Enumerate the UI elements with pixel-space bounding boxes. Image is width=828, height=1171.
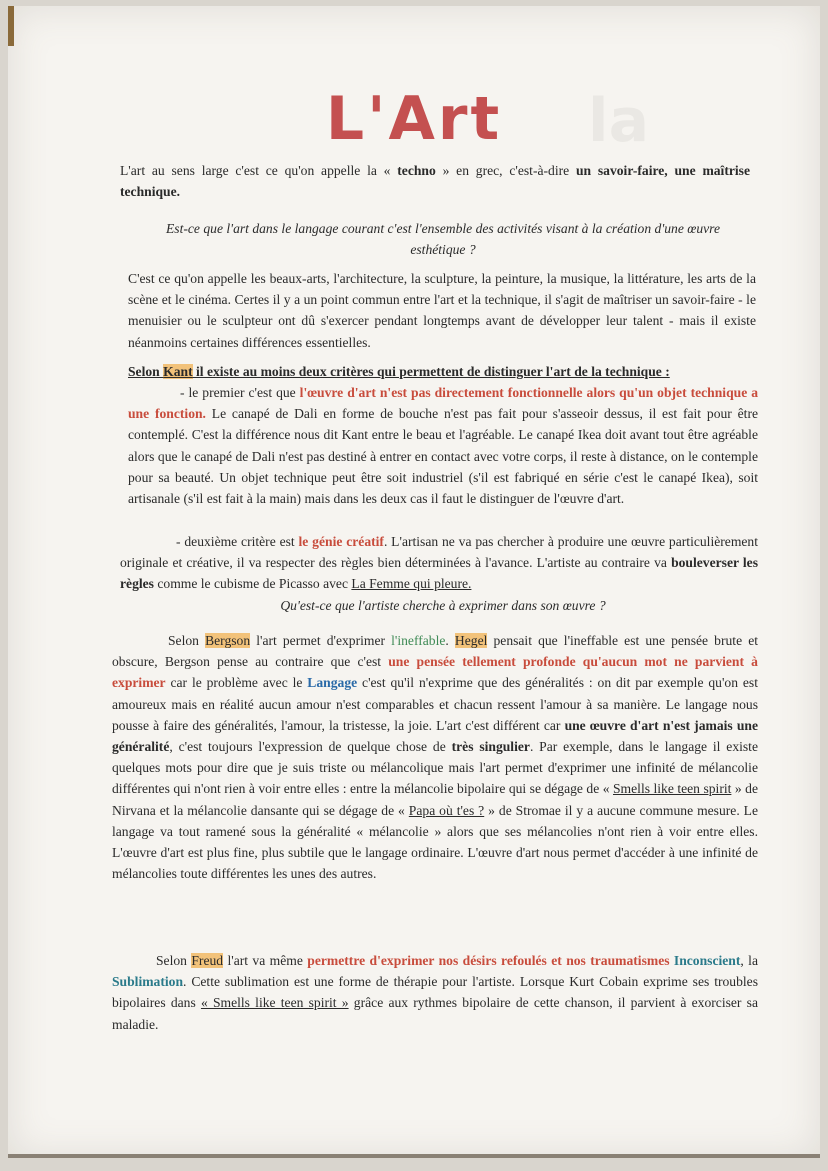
bergson-text-b: pensait que l'ineffable est une pensée brute et obscure, Bergson pense au contraire que c'est	[112, 633, 758, 670]
sublimation-term: Sublimation	[112, 974, 184, 990]
bergson-text-e: , c'est toujours l'expression de quelque chose de	[169, 739, 452, 755]
bleed-through-decoration: la	[588, 86, 650, 156]
bergson-bold-1: une œuvre d'art n'est jamais une généralité	[112, 717, 758, 755]
bergson-text-a: l'art permet d'exprimer	[250, 633, 392, 648]
kant-heading-rest: il existe au moins deux critères qui permettent de distinguer l'art de la technique :	[192, 364, 670, 379]
page-corner-mark	[8, 6, 14, 46]
intro-text-a: L'art au sens large c'est ce qu'on appelle la «	[120, 163, 398, 178]
freud-paragraph	[112, 950, 758, 1035]
freud-text-a: l'art va même	[223, 953, 308, 968]
crit2-text-b: . L'artisan ne va pas chercher à produire une œuvre particulièrement originale et créative, il va respecter des règles bien déterminées à l'avance. L'artiste au contraire va	[120, 534, 759, 571]
paragraph-beaux-arts: C'est ce qu'on appelle les beaux-arts, l'architecture, la sculpture, la peinture, la musique, la littérature, les arts de la scène et le cinéma. Certes il y a un point commun entre l'art et la technique, il s'agit de maîtriser un savoir-faire - le menuisier ou le sculpteur ont dû s'exercer pendant longtemps avant de développer leur talent - mais il existe néanmoins certaines différences essentielles.	[128, 271, 756, 350]
freud-selon: Selon	[156, 953, 192, 968]
bergson-red-text: une pensée tellement profonde qu'aucun mot ne parvient à exprimer	[112, 654, 758, 691]
smells-like-teen-spirit-link[interactable]: Smells like teen spirit	[613, 781, 732, 797]
bergson-text-d: c'est qu'il n'exprime que des généralités : on dit par exemple qu'on est amoureux mais en réalité aucun amour n'est comparables et chacun ressent l'amour à sa manière. Le langage nous pousse à faire des généralités, l'amour, la tristesse, la joie. L'art c'est différent car	[112, 675, 758, 733]
freud-name: Freud	[191, 953, 224, 968]
bergson-text-f: . Par exemple, dans le langage il existe quelques mots pour dire que je suis triste ou mélancolique mais l'art permet d'exprimer une infinité de mélancolie différentes qui n'ont rien à voir entre elles : entre la mélancolie bipolaire qui se dégage de «	[112, 739, 758, 797]
criterion-2	[120, 531, 758, 595]
bergson-text-c: car le problème avec le	[165, 675, 308, 691]
bergson-dot: .	[445, 633, 455, 648]
freud-text-c: grâce aux rythmes bipolaire de cette chanson, il parvient à exorciser sa maladie.	[112, 995, 758, 1032]
smells-like-teen-spirit-link-2[interactable]: « Smells like teen spirit »	[200, 995, 349, 1011]
bergson-text-g: » de Nirvana et la mélancolie dansante qui se dégage de «	[112, 781, 758, 818]
kant-selon: Selon	[128, 364, 164, 379]
intro-techno: techno	[397, 163, 436, 178]
freud-red-text: permettre d'exprimer nos désirs refoulés et nos traumatismes	[307, 953, 670, 968]
bergson-text-h: » de Stromae il y a aucune commune mesure. Le langage va tout ramené sous la généralité « mélancolie » alors que ses mélancolies n'ont rien à voir entre elles. L'œuvre d'art est plus fine, plus subtile que le langage ordinaire. L'œuvre d'art nous permet d'accéder à une infinité de mélancolies toute différentes les unes des autres.	[112, 802, 759, 882]
freud-comma: , la	[740, 953, 758, 968]
bergson-paragraph	[112, 630, 758, 884]
crit2-bouleverser: bouleverser les règles	[120, 555, 758, 592]
papa-ou-tes-link[interactable]: Papa où t'es ?	[408, 802, 485, 818]
ineffable-term: l'ineffable	[391, 633, 446, 648]
intro-paragraph	[120, 160, 750, 202]
kant-heading	[128, 361, 758, 382]
question-1: Est-ce que l'art dans le langage courant c'est l'ensemble des activités visant à la création d'une œuvre esthétique ?	[166, 221, 720, 258]
hegel-name: Hegel	[454, 633, 488, 648]
crit1-text-a: - le premier c'est que	[180, 385, 300, 400]
crit2-text-a: - deuxième critère est	[176, 534, 299, 549]
crit2-text-c: comme le cubisme de Picasso avec	[153, 576, 352, 592]
freud-text-b: . Cette sublimation est une forme de thérapie pour l'artiste. Lorsque Kurt Cobain exprime ses troubles bipolaires dans	[112, 974, 758, 1011]
page-title: L'Art	[325, 84, 503, 154]
bergson-name: Bergson	[205, 633, 251, 648]
document-page	[8, 6, 820, 1158]
intro-text-b: » en grec, c'est-à-dire	[435, 163, 576, 178]
kant-name: Kant	[163, 364, 193, 379]
criterion-1	[128, 382, 758, 509]
question-2: Qu'est-ce que l'artiste cherche à exprimer dans son œuvre ?	[280, 598, 606, 613]
bergson-selon: Selon	[168, 633, 206, 648]
langage-term: Langage	[307, 675, 358, 691]
crit1-red-text: l'œuvre d'art n'est pas directement fonctionnelle alors qu'un objet technique a une fonction.	[128, 385, 758, 422]
bergson-bold-2: très singulier	[451, 739, 530, 755]
crit1-text-b: Le canapé de Dali en forme de bouche n'est pas fait pour s'asseoir dessus, il est fait pour être contemplé. C'est la différence nous dit Kant entre le beau et l'agréable. Le canapé Ikea doit avant tout être agréable alors que le canapé de Dali n'est pas destiné à entrer en contact avec votre corps, il reste à distance, on le contemple pour sa beauté. Un objet technique peut être soit industriel (s'il est fabriqué en série c'est le canapé Ikea), soit artisanale (s'il est fait à la main) mais dans les deux cas il faut le distinguer de l'œuvre d'art.	[128, 406, 759, 507]
intro-savoir-faire: un savoir-faire, une maîtrise technique.	[120, 163, 750, 200]
crit2-genie-creatif: le génie créatif	[298, 534, 384, 549]
inconscient-term: Inconscient	[673, 953, 741, 968]
page-bottom-edge	[8, 1154, 820, 1158]
la-femme-qui-pleure-link[interactable]: La Femme qui pleure.	[351, 576, 472, 592]
